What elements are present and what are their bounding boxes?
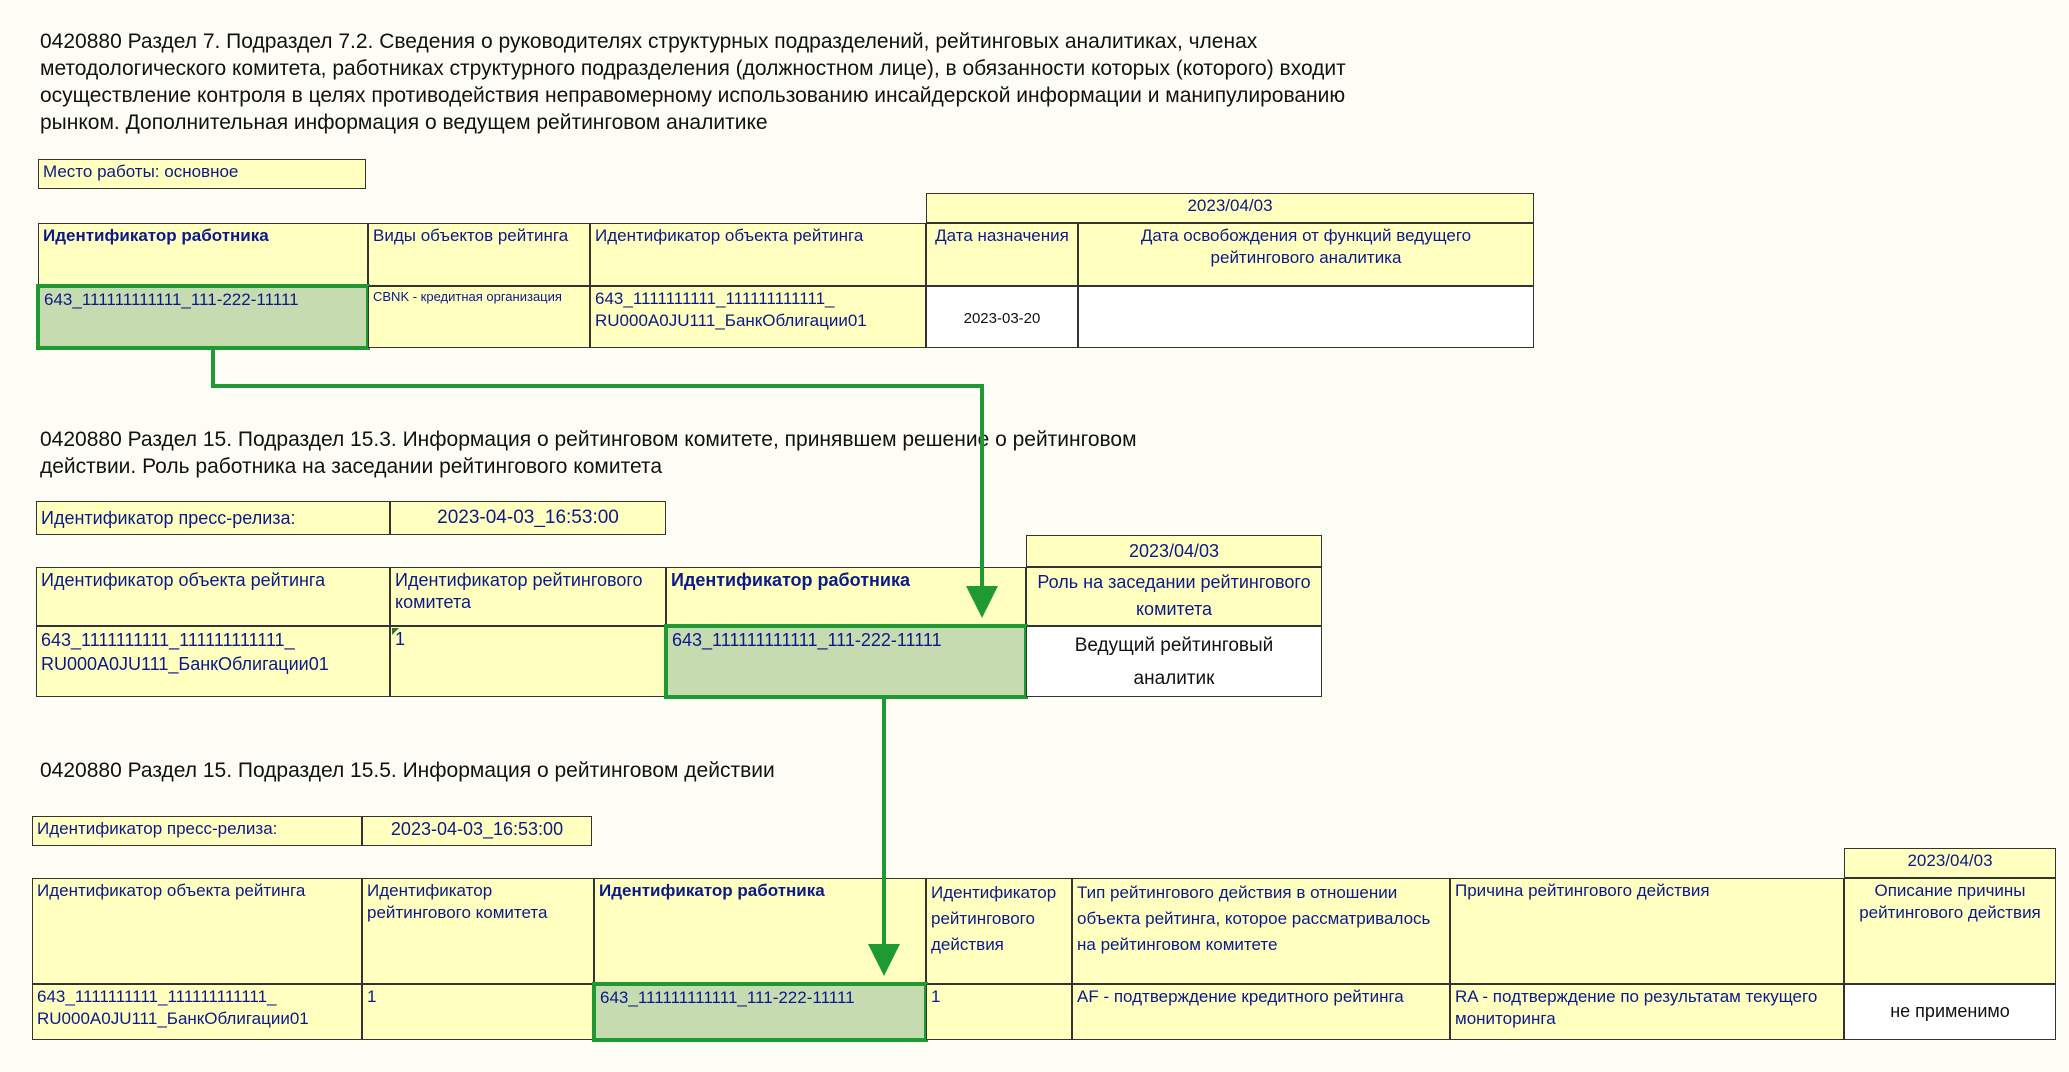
section2-col-role: Роль на заседании рейтингового комитета (1026, 567, 1322, 626)
section1-heading-line: рынком. Дополнительная информация о ведущем рейтинговом аналитике (40, 111, 768, 134)
section1-heading-line: осуществление контроля в целях противодействия неправомерному использованию инсайдерской информации и манипулированию (40, 84, 1346, 107)
section2-committee-id-cell[interactable]: 1 (390, 626, 666, 697)
section2-heading-line: 0420880 Раздел 15. Подраздел 15.3. Информация о рейтинговом комитете, принявшем решение о рейтинговом (40, 428, 1137, 451)
section3-col-reason-desc: Описание причины рейтингового действия (1844, 878, 2056, 984)
section1-col-appointment-date: Дата назначения (926, 223, 1078, 286)
section1-col-release-date: Дата освобождения от функций ведущего рейтингового аналитика (1078, 223, 1534, 286)
section1-col-employee-id: Идентификатор работника (38, 223, 368, 286)
section2-press-release-label: Идентификатор пресс-релиза: (36, 501, 390, 535)
section2-object-id-cell[interactable]: 643_1111111111_111111111111_ RU000A0JU111_БанкОблигации01 (36, 626, 390, 697)
section2-press-release-value[interactable]: 2023-04-03_16:53:00 (390, 501, 666, 535)
section3-reason-cell[interactable]: RA - подтверждение по результатам текущего мониторинга (1450, 984, 1844, 1040)
section3-reason-desc-cell[interactable]: не применимо (1844, 984, 2056, 1040)
section2-date-header: 2023/04/03 (1026, 535, 1322, 567)
section3-heading: 0420880 Раздел 15. Подраздел 15.5. Информация о рейтинговом действии (40, 759, 775, 782)
section3-action-type-cell[interactable]: AF - подтверждение кредитного рейтинга (1072, 984, 1450, 1040)
section3-col-reason: Причина рейтингового действия (1450, 878, 1844, 984)
section1-heading-line: 0420880 Раздел 7. Подраздел 7.2. Сведения о руководителях структурных подразделений, рейтинговых аналитиках, членах (40, 30, 1258, 53)
section3-press-release-label: Идентификатор пресс-релиза: (32, 816, 362, 846)
section1-heading-line: методологического комитета, работниках структурного подразделения (должностном лице), в обязанности которых (которого) входит (40, 57, 1346, 80)
section2-col-employee-id: Идентификатор работника (666, 567, 1026, 626)
section1-col-object-types: Виды объектов рейтинга (368, 223, 590, 286)
workplace-label: Место работы: основное (38, 159, 366, 189)
section3-employee-id-cell[interactable]: 643_111111111111_111-222-11111 (592, 982, 928, 1042)
section2-employee-id-cell[interactable]: 643_111111111111_111-222-11111 (664, 624, 1028, 699)
section3-col-employee-id: Идентификатор работника (594, 878, 926, 984)
section3-committee-id-cell[interactable]: 1 (362, 984, 594, 1040)
arrow-section1-to-section2 (213, 350, 982, 602)
section3-col-action-type: Тип рейтингового действия в отношении объекта рейтинга, которое рассматривалось на рейтинговом комитете (1072, 878, 1450, 984)
section1-object-id-cell[interactable]: 643_1111111111_111111111111_ RU000A0JU111_БанкОблигации01 (590, 286, 926, 348)
section3-col-object-id: Идентификатор объекта рейтинга (32, 878, 362, 984)
section3-col-action-id: Идентификатор рейтингового действия (926, 878, 1072, 984)
section1-object-type-cell[interactable]: CBNK - кредитная организация (368, 286, 590, 348)
section1-date-header: 2023/04/03 (926, 193, 1534, 223)
section2-col-committee-id: Идентификатор рейтингового комитета (390, 567, 666, 626)
section2-heading-line: действии. Роль работника на заседании рейтингового комитета (40, 455, 662, 478)
section3-press-release-value[interactable]: 2023-04-03_16:53:00 (362, 816, 592, 846)
section3-object-id-cell[interactable]: 643_1111111111_111111111111_ RU000A0JU111_БанкОблигации01 (32, 984, 362, 1040)
section3-action-id-cell[interactable]: 1 (926, 984, 1072, 1040)
section1-appointment-date-cell[interactable]: 2023-03-20 (926, 286, 1078, 348)
section1-col-object-id: Идентификатор объекта рейтинга (590, 223, 926, 286)
section1-employee-id-cell[interactable]: 643_111111111111_111-222-11111 (36, 284, 370, 350)
section3-col-committee-id: Идентификатор рейтингового комитета (362, 878, 594, 984)
section2-role-cell[interactable]: Ведущий рейтинговый аналитик (1026, 626, 1322, 697)
section3-date-header: 2023/04/03 (1844, 848, 2056, 878)
section2-col-object-id: Идентификатор объекта рейтинга (36, 567, 390, 626)
